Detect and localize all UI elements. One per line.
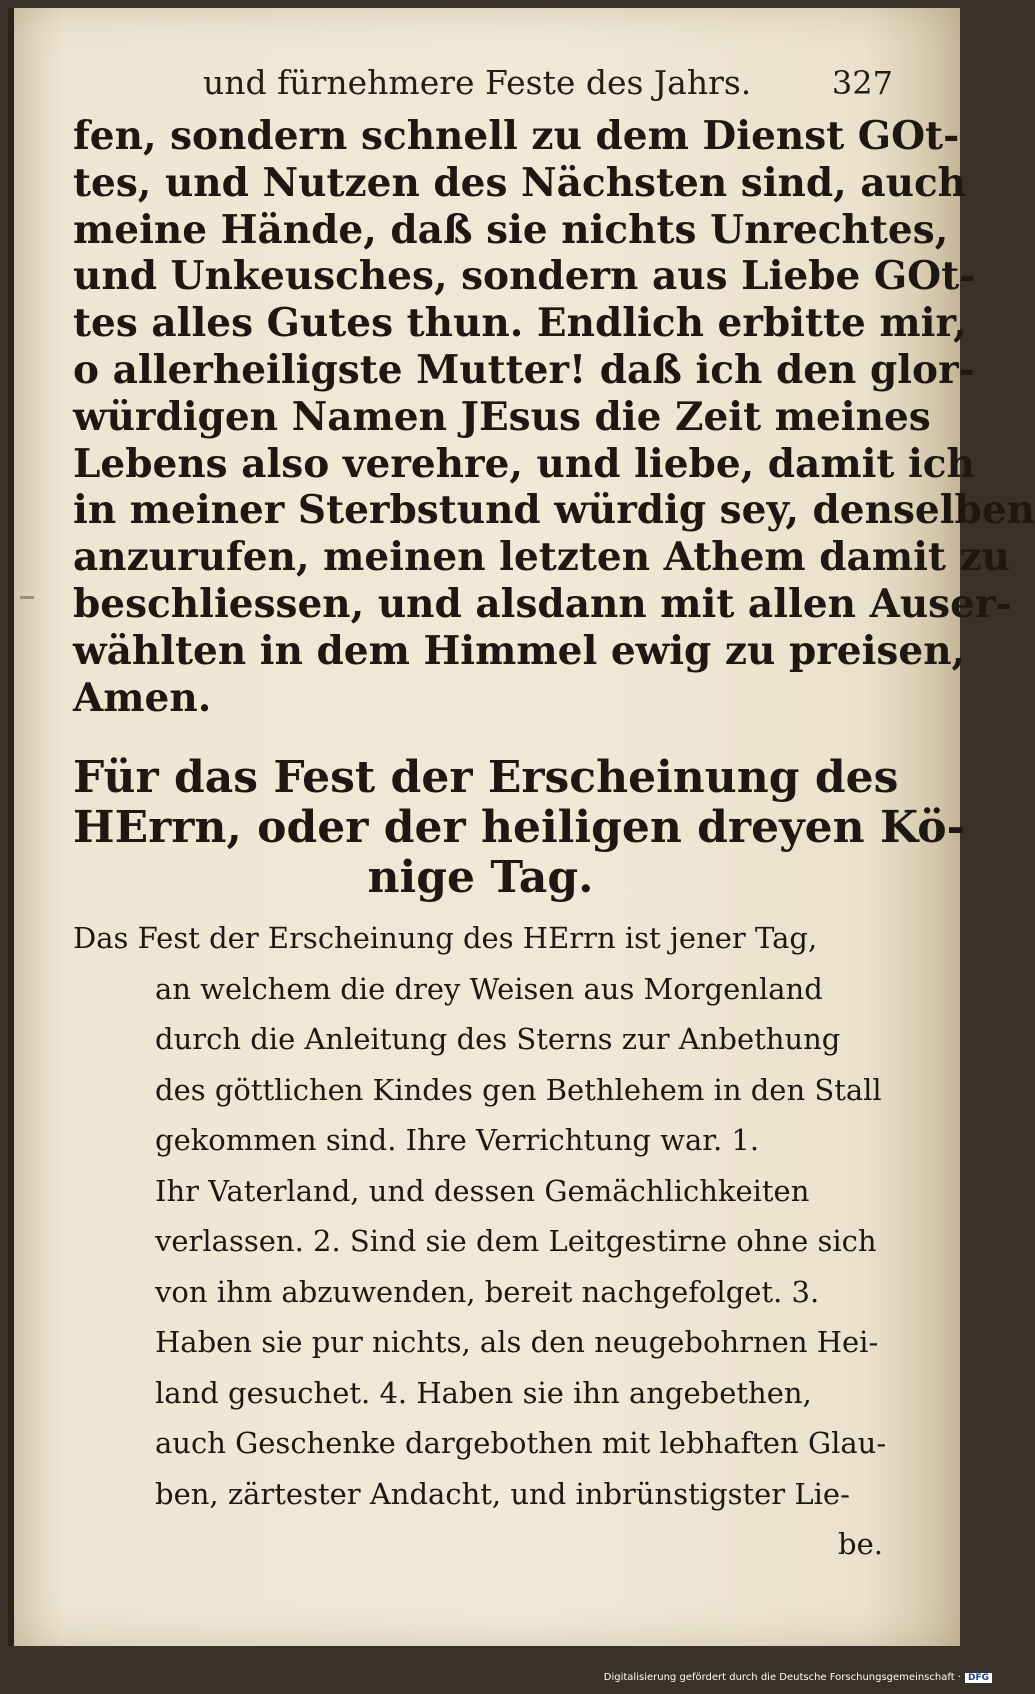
heading-line: Für das Fest der Erscheinung des (73, 752, 899, 803)
text-line: beschliessen, und alsdann mit allen Auser- (73, 580, 1012, 627)
page-number: 327 (831, 64, 893, 102)
text-line: be. (838, 1527, 883, 1561)
text-line: Das Fest der Erscheinung des HErrn ist jener Tag, (73, 921, 818, 955)
text-line: des göttlichen Kindes gen Bethlehem in den Stall (155, 1072, 882, 1107)
text-line: Amen. (73, 674, 212, 721)
heading-line: nige Tag. (367, 852, 594, 903)
text-line: in meiner Sterbstund würdig sey, denselben (73, 487, 1035, 534)
prayer-text (73, 113, 1035, 721)
section-heading (73, 752, 965, 903)
running-title: und fürnehmere Feste des Jahrs. (203, 63, 752, 102)
text-line: land gesuchet. 4. Haben sie ihn angebethen, (155, 1375, 812, 1410)
text-line: durch die Anleitung des Sterns zur Anbethung (155, 1022, 841, 1056)
text-line: Haben sie pur nichts, als den neugebohrnen Hei- (155, 1325, 879, 1359)
text-line: tes, und Nutzen des Nächsten sind, auch (73, 159, 967, 206)
margin-mark (20, 596, 34, 599)
text-line: Ihr Vaterland, und dessen Gemächlichkeiten (155, 1173, 810, 1208)
text-line: und Unkeusches, sondern aus Liebe GOt- (73, 253, 976, 300)
text-line: meine Hände, daß sie nichts Unrechtes, (73, 206, 949, 253)
text-line: verlassen. 2. Sind sie dem Leitgestirne ohne sich (155, 1224, 877, 1258)
text-line: gekommen sind. Ihre Verrichtung war. 1. (155, 1123, 760, 1157)
book-page (8, 8, 1035, 1646)
dfg-logo-icon: DFG (965, 1673, 992, 1683)
text-line: tes alles Gutes thun. Endlich erbitte mir, (73, 300, 967, 347)
text-line: auch Geschenke dargebothen mit lebhaften Glau- (155, 1426, 887, 1460)
text-line: wählten in dem Himmel ewig zu preisen, (73, 627, 966, 674)
text-line: fen, sondern schnell zu dem Dienst GOt- (73, 113, 960, 159)
text-line: würdigen Namen JEsus die Zeit meines (73, 393, 931, 440)
text-line: Lebens also verehre, und liebe, damit ich (73, 440, 975, 487)
text-line: ben, zärtester Andacht, und inbrünstigster Lie- (155, 1476, 850, 1511)
heading-line: HErrn, oder der heiligen dreyen Kö- (73, 802, 965, 853)
text-line: von ihm abzuwenden, bereit nachgefolget. 3. (155, 1274, 820, 1309)
feast-description (73, 913, 903, 1570)
page-edge (8, 8, 14, 1646)
text-line: o allerheiligste Mutter! daß ich den glor- (73, 346, 975, 393)
credit-text: Digitalisierung gefördert durch die Deutsche Forschungsgemeinschaft · (603, 1672, 961, 1683)
running-header (203, 63, 893, 102)
text-line: an welchem die drey Weisen aus Morgenland (155, 971, 823, 1006)
digitization-credit (0, 1672, 992, 1683)
text-line: anzurufen, meinen letzten Athem damit zu (73, 534, 1010, 581)
